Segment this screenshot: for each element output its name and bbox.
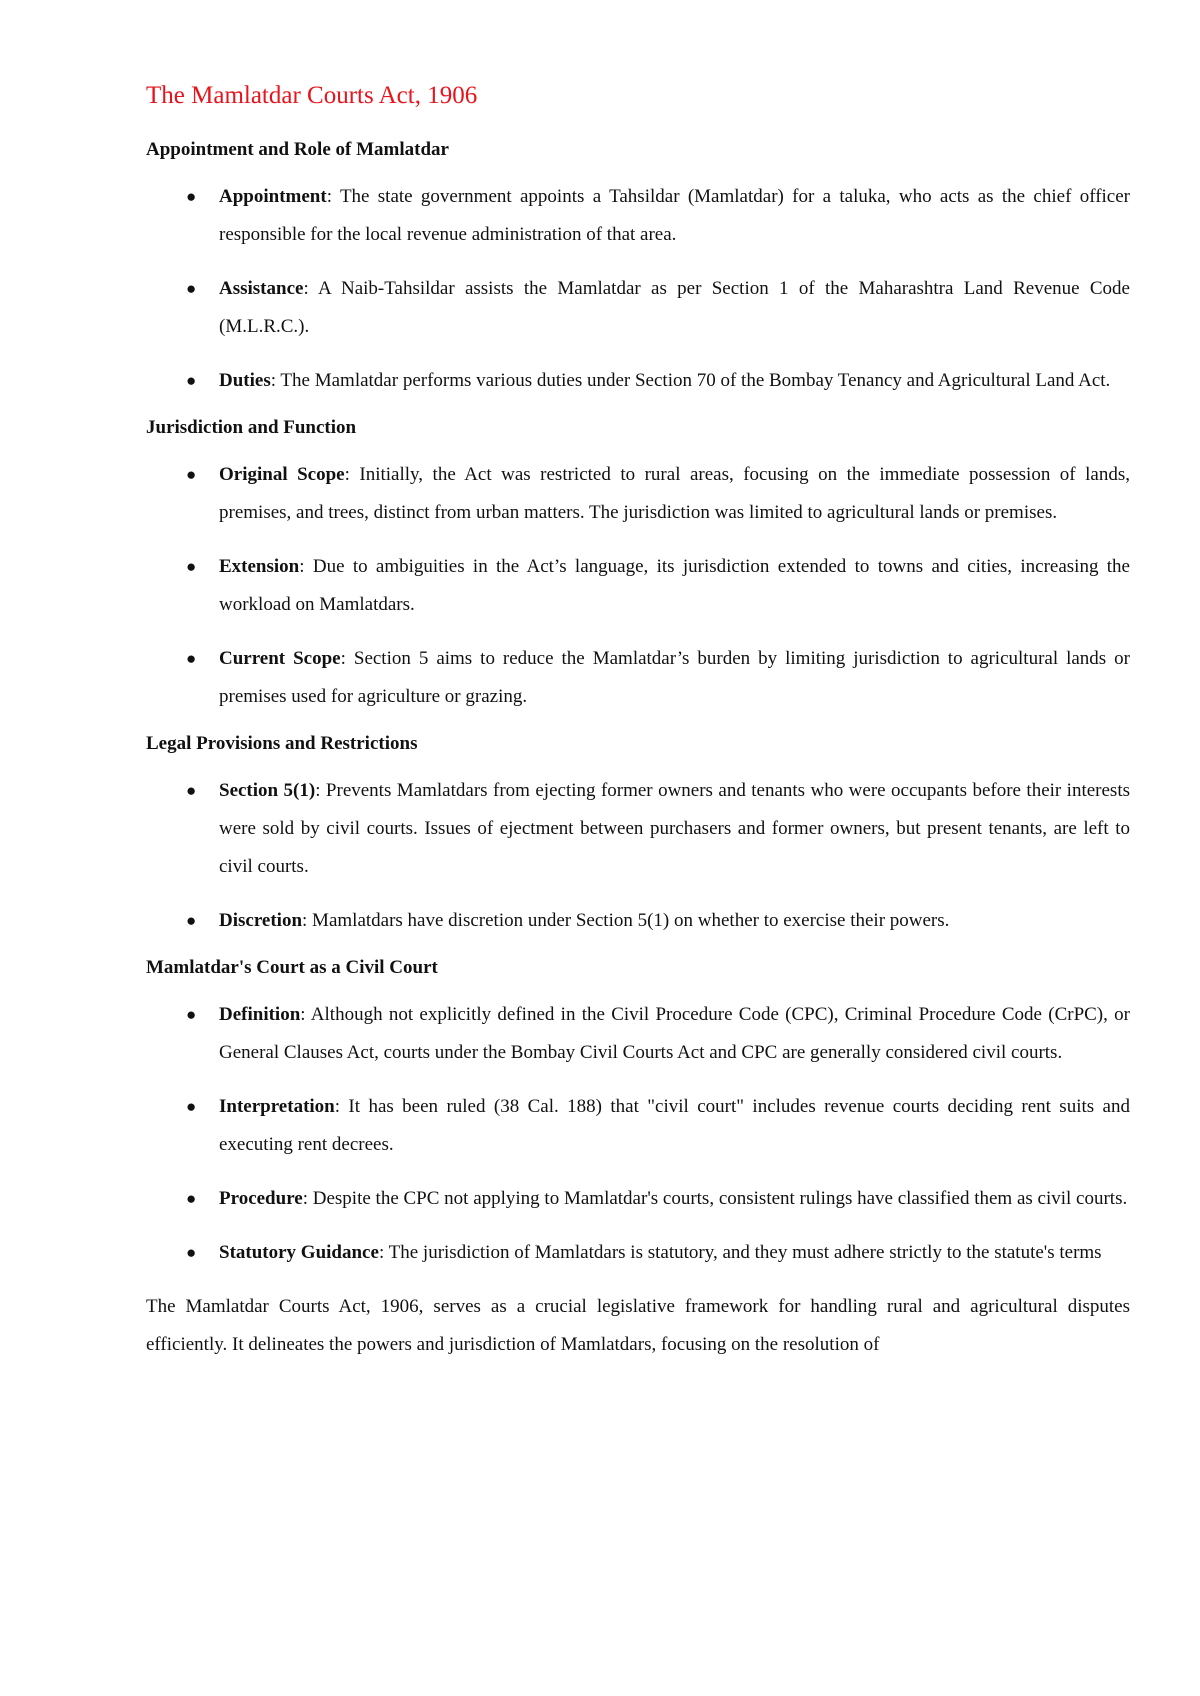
bullet-icon: ● bbox=[186, 1097, 197, 1116]
section-jurisdiction bbox=[146, 416, 1130, 716]
item-term: Original Scope bbox=[219, 464, 345, 485]
bullet-icon: ● bbox=[186, 1243, 197, 1262]
item-term: Procedure bbox=[219, 1188, 303, 1209]
item-text: : Due to ambiguities in the Act’s language, its jurisdiction extended to towns and cities, increasing the workload on Mamlatdars. bbox=[219, 556, 1130, 615]
item-term: Current Scope bbox=[219, 648, 341, 669]
item-text: : It has been ruled (38 Cal. 188) that "civil court" includes revenue courts deciding rent suits and executing rent decrees. bbox=[219, 1096, 1130, 1155]
item-text: : A Naib-Tahsildar assists the Mamlatdar as per Section 1 of the Maharashtra Land Revenue Code (M.L.R.C.). bbox=[219, 278, 1130, 337]
list-item bbox=[146, 996, 1130, 1072]
bullet-icon: ● bbox=[186, 781, 197, 800]
document-page bbox=[146, 76, 1130, 1364]
bullet-icon: ● bbox=[186, 187, 197, 206]
bullet-list bbox=[146, 772, 1130, 940]
bullet-list bbox=[146, 456, 1130, 716]
item-text: : The jurisdiction of Mamlatdars is statutory, and they must adhere strictly to the statute's terms bbox=[378, 1242, 1102, 1263]
section-appointment bbox=[146, 138, 1130, 400]
item-text: : Prevents Mamlatdars from ejecting former owners and tenants who were occupants before their interests were sold by civil courts. Issues of ejectment between purchasers and former owners, but present tenants, are left to civil courts. bbox=[219, 780, 1130, 877]
item-text: : Although not explicitly defined in the Civil Procedure Code (CPC), Criminal Procedure Code (CrPC), or General Clauses Act, courts under the Bombay Civil Courts Act and CPC are generally considered civil courts. bbox=[219, 1004, 1130, 1063]
list-item bbox=[146, 456, 1130, 532]
bullet-icon: ● bbox=[186, 911, 197, 930]
section-heading: Mamlatdar's Court as a Civil Court bbox=[146, 957, 438, 978]
item-text: : The state government appoints a Tahsildar (Mamlatdar) for a taluka, who acts as the chief officer responsible for the local revenue administration of that area. bbox=[219, 186, 1130, 245]
section-heading: Legal Provisions and Restrictions bbox=[146, 733, 418, 754]
bullet-icon: ● bbox=[186, 1005, 197, 1024]
bullet-icon: ● bbox=[186, 557, 197, 576]
section-civil-court bbox=[146, 956, 1130, 1272]
item-term: Discretion bbox=[219, 910, 303, 931]
section-legal-provisions bbox=[146, 732, 1130, 940]
item-text: : Initially, the Act was restricted to rural areas, focusing on the immediate possession of lands, premises, and trees, distinct from urban matters. The jurisdiction was limited to agricultural lands or premises. bbox=[219, 464, 1130, 523]
list-item bbox=[146, 902, 1130, 940]
section-heading: Jurisdiction and Function bbox=[146, 417, 357, 438]
list-item bbox=[146, 548, 1130, 624]
bullet-list bbox=[146, 996, 1130, 1272]
document-title: The Mamlatdar Courts Act, 1906 bbox=[146, 82, 478, 109]
item-term: Extension bbox=[219, 556, 300, 577]
item-text: : The Mamlatdar performs various duties under Section 70 of the Bombay Tenancy and Agricultural Land Act. bbox=[270, 370, 1111, 391]
bullet-list bbox=[146, 178, 1130, 400]
item-term: Definition bbox=[219, 1004, 301, 1025]
list-item bbox=[146, 1180, 1130, 1218]
item-text: : Mamlatdars have discretion under Section 5(1) on whether to exercise their powers. bbox=[302, 910, 950, 931]
list-item bbox=[146, 772, 1130, 886]
list-item bbox=[146, 178, 1130, 254]
item-term: Statutory Guidance bbox=[219, 1242, 379, 1263]
bullet-icon: ● bbox=[186, 465, 197, 484]
list-item bbox=[146, 362, 1130, 400]
item-term: Interpretation bbox=[219, 1096, 335, 1117]
bullet-icon: ● bbox=[186, 279, 197, 298]
bullet-icon: ● bbox=[186, 371, 197, 390]
section-heading: Appointment and Role of Mamlatdar bbox=[146, 139, 449, 160]
list-item bbox=[146, 270, 1130, 346]
list-item bbox=[146, 1088, 1130, 1164]
item-text: : Despite the CPC not applying to Mamlatdar's courts, consistent rulings have classified them as civil courts. bbox=[302, 1188, 1128, 1209]
item-term: Duties bbox=[219, 370, 271, 391]
item-text: : Section 5 aims to reduce the Mamlatdar’s burden by limiting jurisdiction to agricultural lands or premises used for agriculture or grazing. bbox=[219, 648, 1130, 707]
item-term: Appointment bbox=[219, 186, 327, 207]
list-item bbox=[146, 640, 1130, 716]
item-term: Assistance bbox=[219, 278, 304, 299]
list-item bbox=[146, 1234, 1130, 1272]
closing-paragraph: The Mamlatdar Courts Act, 1906, serves as a crucial legislative framework for handling rural and agricultural disputes efficiently. It delineates the powers and jurisdiction of Mamlatdars, focusing on the resolution of bbox=[146, 1296, 1130, 1355]
bullet-icon: ● bbox=[186, 1189, 197, 1208]
bullet-icon: ● bbox=[186, 649, 197, 668]
item-term: Section 5(1) bbox=[219, 780, 316, 801]
